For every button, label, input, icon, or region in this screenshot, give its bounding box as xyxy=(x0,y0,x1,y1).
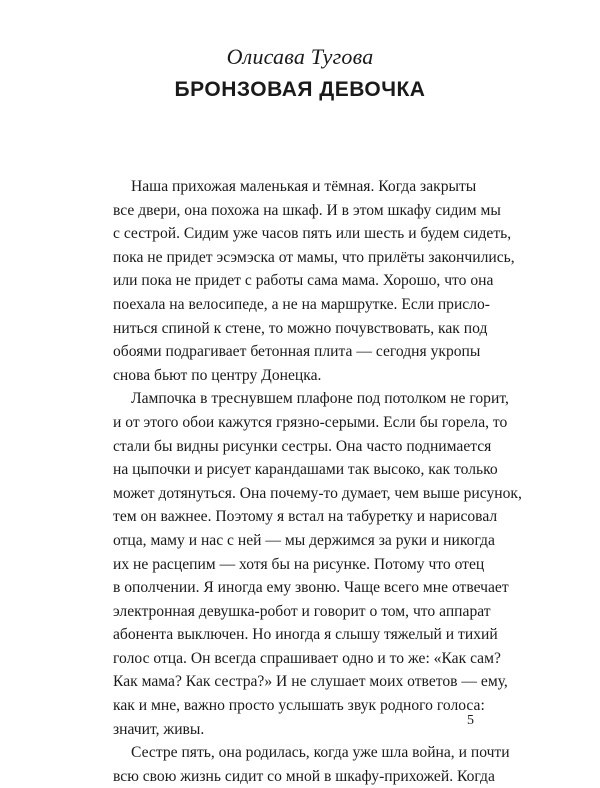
story-body xyxy=(113,175,522,788)
text-line: поехала на велосипеде, а не на маршрутке. Если присло- xyxy=(113,295,490,313)
text-line: голос отца. Он всегда спрашивает одно и то же: «Как сам? xyxy=(113,649,501,667)
text-line: всю свою жизнь сидит со мной в шкафу-прихожей. Когда xyxy=(113,767,495,785)
text-line: на цыпочки и рисует карандашами так высоко, как только xyxy=(113,461,498,479)
text-line: Как мама? Как сестра?» И не слушает моих ответов — ему, xyxy=(113,673,508,691)
text-line: с сестрой. Сидим уже часов пять или шесть и будем сидеть, xyxy=(113,225,512,243)
text-line: как и мне, важно просто услышать звук родного голоса: xyxy=(113,697,485,715)
text-line: может дотянуться. Она почему-то думает, чем выше рисунок, xyxy=(113,484,522,502)
text-line: Сестре пять, она родилась, когда уже шла война, и почти xyxy=(131,744,510,762)
text-line: или пока не придет с работы сама мама. Хорошо, что она xyxy=(113,272,494,290)
text-line: тем он важнее. Поэтому я встал на табуретку и нарисовал xyxy=(113,508,498,526)
text-line: пока не придет эсэмэска от мамы, что прилёты закончились, xyxy=(113,248,515,266)
text-line: Лампочка в треснувшем плафоне под потолком не горит, xyxy=(131,390,509,408)
text-line: в ополчении. Я иногда ему звоню. Чаще всего мне отвечает xyxy=(113,579,509,597)
text-line: снова бьют по центру Донецка. xyxy=(113,366,322,384)
text-line: абонента выключен. Но иногда я слышу тяжелый и тихий xyxy=(113,626,498,644)
text-line: значит, живы. xyxy=(113,720,205,738)
author-name: Олисава Тугова xyxy=(226,44,374,69)
text-line: обоями подрагивает бетонная плита — сегодня укропы xyxy=(113,343,481,361)
text-line: Наша прихожая маленькая и тёмная. Когда закрыты xyxy=(131,178,477,195)
text-line: ниться спиной к стене, то можно почувствовать, как под xyxy=(113,319,488,337)
text-line: все двери, она похожа на шкаф. И в этом шкафу сидим мы xyxy=(113,201,501,219)
text-line: и от этого обои кажутся грязно-серыми. Если бы горела, то xyxy=(113,413,508,431)
text-line: их не расцепим — хотя бы на рисунке. Потому что отец xyxy=(113,555,485,573)
text-line: электронная девушка-робот и говорит о том, что аппарат xyxy=(113,602,491,620)
story-title: БРОНЗОВАЯ ДЕВОЧКА xyxy=(174,78,426,101)
text-line: стали бы видны рисунки сестры. Она часто поднимается xyxy=(113,437,492,455)
text-line: отца, маму и нас с ней — мы держимся за руки и никогда xyxy=(113,531,495,549)
page-number: 5 xyxy=(467,713,474,728)
